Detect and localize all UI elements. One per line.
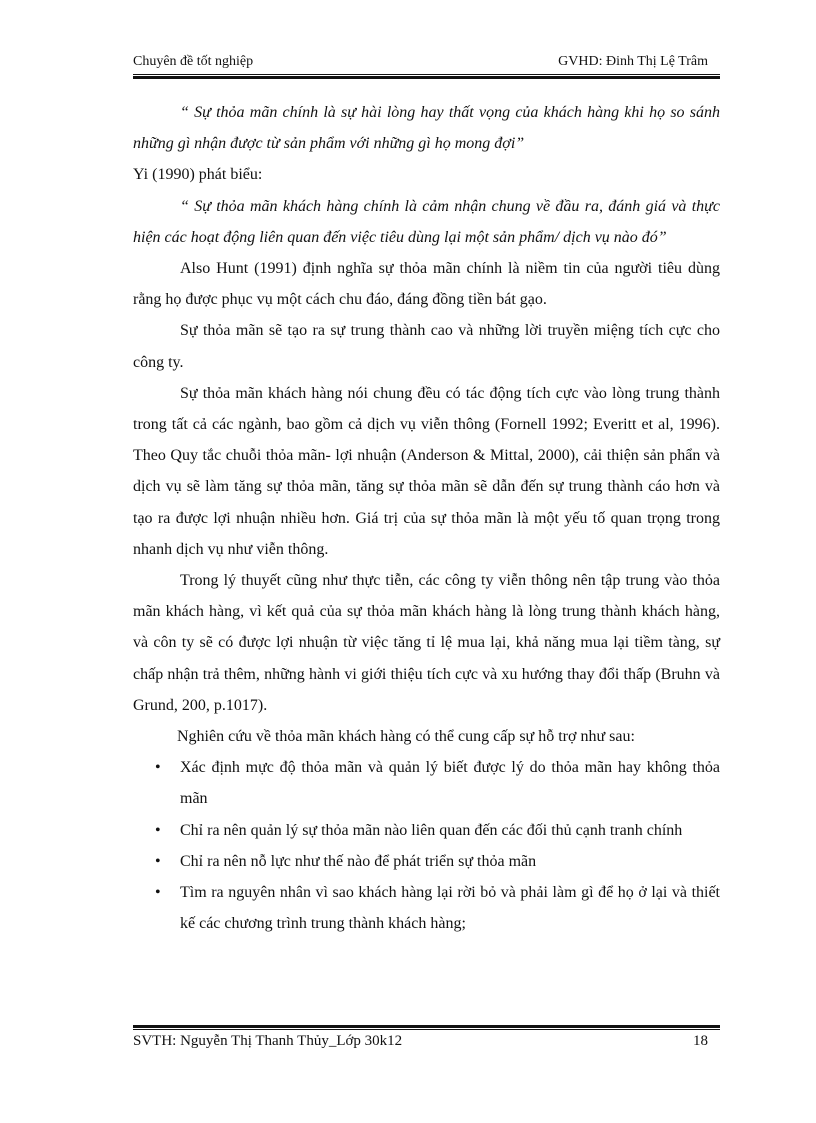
- list-item-text: Chỉ ra nên quản lý sự thỏa mãn nào liên quan đến các đối thủ cạnh tranh chính: [180, 821, 683, 839]
- header-rule-thick: [133, 76, 720, 79]
- paragraph-telecom: Sự thỏa mãn khách hàng nói chung đều có tác động tích cực vào lòng trung thành trong tất cả các ngành, bao gồm cả dịch vụ viễn thông (Fornell 1992; Everitt et al, 1996). Theo Quy tắc chuỗi thỏa mãn- lợi nhuận (Anderson & Mittal, 2000), cải thiện sản phẩn và dịch vụ sẽ làm tăng sự thỏa mãn, tăng sự thỏa mãn sẽ dẫn đến sự trung thành cáo hơn và tạo ra được lợi nhuận nhiều hơn. Giá trị của sự thỏa mãn là một yếu tố quan trọng trong nhanh dịch vụ như viễn thông.: [133, 384, 720, 558]
- list-item-text: Xác định mực độ thỏa mãn và quản lý biết được lý do thỏa mãn hay không thỏa mãn: [180, 759, 720, 808]
- header-rule-thin: [133, 74, 720, 75]
- page-header: [133, 50, 718, 76]
- list-item: [133, 877, 720, 939]
- list-item-text: Tìm ra nguyên nhân vì sao khách hàng lại rời bỏ và phải làm gì để họ ở lại và thiết kế các chương trình trung thành khách hàng;: [180, 884, 720, 933]
- footer-student: SVTH: Nguyễn Thị Thanh Thủy_Lớp 30k12: [133, 1033, 403, 1049]
- bullet-icon: •: [155, 852, 161, 870]
- paragraph-research-intro: Nghiên cứu về thỏa mãn khách hàng có thể cung cấp sự hỗ trợ như sau:: [177, 728, 635, 746]
- bullet-icon: •: [155, 759, 161, 777]
- list-item: [133, 752, 720, 814]
- header-title: Chuyên đề tốt nghiệp: [133, 54, 254, 69]
- quote-definition-1: “ Sự thỏa mãn chính là sự hài lòng hay thất vọng của khách hàng khi họ so sánh những gì nhận được từ sản phẩm với những gì họ mong đợi”: [133, 104, 720, 153]
- page-number: 18: [693, 1033, 708, 1049]
- page-body: [133, 97, 720, 939]
- footer-rule-thin: [133, 1029, 720, 1030]
- list-item: [133, 846, 720, 877]
- page-footer: [133, 1033, 720, 1057]
- footer-rule-thick: [133, 1025, 720, 1028]
- paragraph-theory: Trong lý thuyết cũng như thực tiễn, các công ty viễn thông nên tập trung vào thỏa mãn khách hàng, vì kết quả của sự thỏa mãn khách hàng là lòng trung thành khách hàng, và côn ty sẽ có được lợi nhuận từ việc tăng tỉ lệ mua lại, khả năng mua lại tiềm tàng, sự chấp nhận trả thêm, những hành vi giới thiệu tích cực và xu hướng thay đổi thấp (Bruhn và Grund, 200, p.1017).: [133, 572, 720, 714]
- bullet-icon: •: [155, 884, 161, 902]
- quote-definition-2: “ Sự thỏa mãn khách hàng chính là cảm nhận chung về đầu ra, đánh giá và thực hiện các hoạt động liên quan đến việc tiêu dùng lại một sản phẩm/ dịch vụ nào đó”: [133, 197, 720, 246]
- header-advisor: GVHD: Đinh Thị Lệ Trâm: [558, 54, 708, 69]
- paragraph-loyalty: Sự thỏa mãn sẽ tạo ra sự trung thành cao và những lời truyền miệng tích cực cho công ty.: [133, 322, 720, 371]
- support-list: [133, 752, 720, 939]
- bullet-icon: •: [155, 821, 161, 839]
- yi-intro: Yi (1990) phát biểu:: [133, 166, 263, 184]
- paragraph-hunt: Also Hunt (1991) định nghĩa sự thỏa mãn chính là niềm tin của người tiêu dùng rằng họ được phục vụ một cách chu đáo, đáng đồng tiền bát gạo.: [133, 260, 720, 309]
- list-item: [133, 815, 720, 846]
- list-item-text: Chỉ ra nên nỗ lực như thế nào để phát triển sự thỏa mãn: [180, 852, 537, 870]
